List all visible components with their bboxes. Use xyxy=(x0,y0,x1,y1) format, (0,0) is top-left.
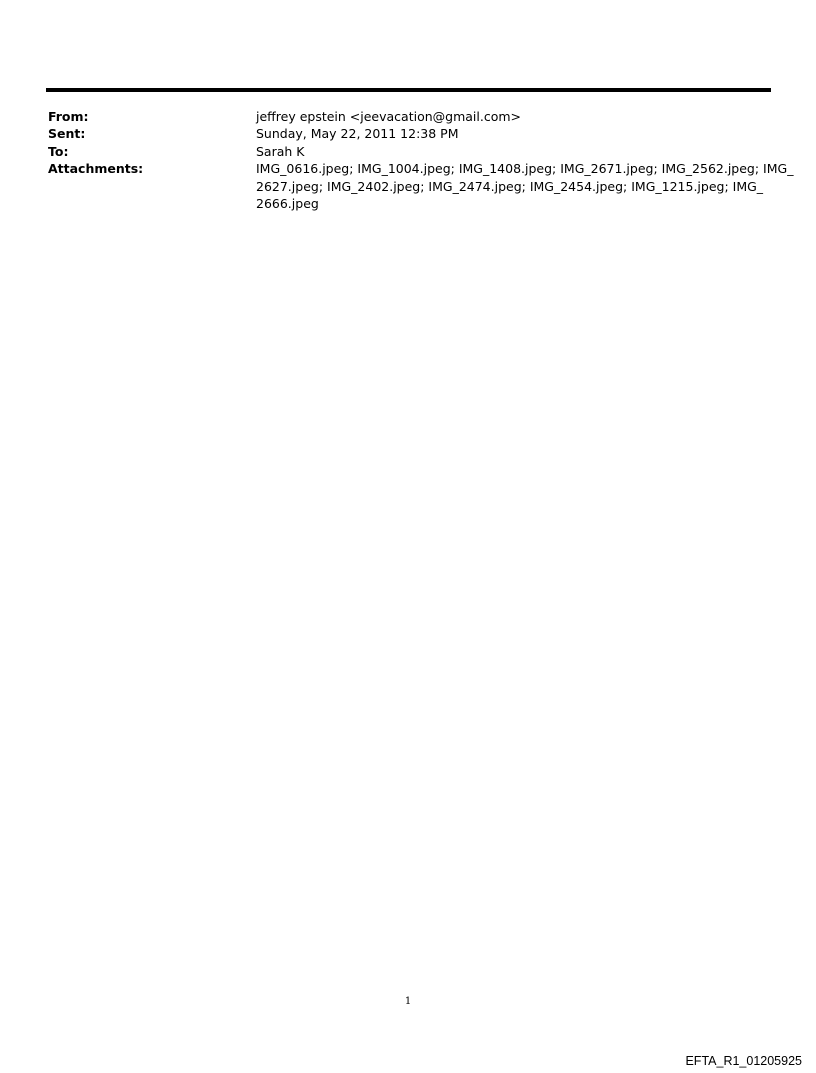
attachments-line: IMG_0616.jpeg; IMG_1004.jpeg; IMG_1408.jpeg; IMG_2671.jpeg; IMG_2562.jpeg; IMG_ xyxy=(256,161,794,177)
to-row xyxy=(48,143,772,160)
email-header xyxy=(48,108,794,212)
attachments-line: 2627.jpeg; IMG_2402.jpeg; IMG_2474.jpeg; IMG_2454.jpeg; IMG_1215.jpeg; IMG_ xyxy=(256,178,764,194)
document-id: EFTA_R1_01205925 xyxy=(685,1054,802,1068)
attachments-line: 2666.jpeg xyxy=(256,196,319,212)
sent-label: Sent: xyxy=(48,126,86,142)
from-row xyxy=(48,108,772,125)
page-number: 1 xyxy=(404,996,412,1007)
sent-row xyxy=(48,125,772,142)
from-label: From: xyxy=(48,109,89,124)
attachments-label: Attachments: xyxy=(48,161,144,177)
header-rule xyxy=(46,88,771,92)
from-value: jeffrey epstein <jeevacation@gmail.com> xyxy=(256,109,522,124)
attachments-value xyxy=(256,160,793,212)
sent-value: Sunday, May 22, 2011 12:38 PM xyxy=(256,126,459,142)
attachments-row xyxy=(48,160,794,212)
to-value: Sarah K xyxy=(256,143,305,159)
to-label: To: xyxy=(48,143,69,159)
